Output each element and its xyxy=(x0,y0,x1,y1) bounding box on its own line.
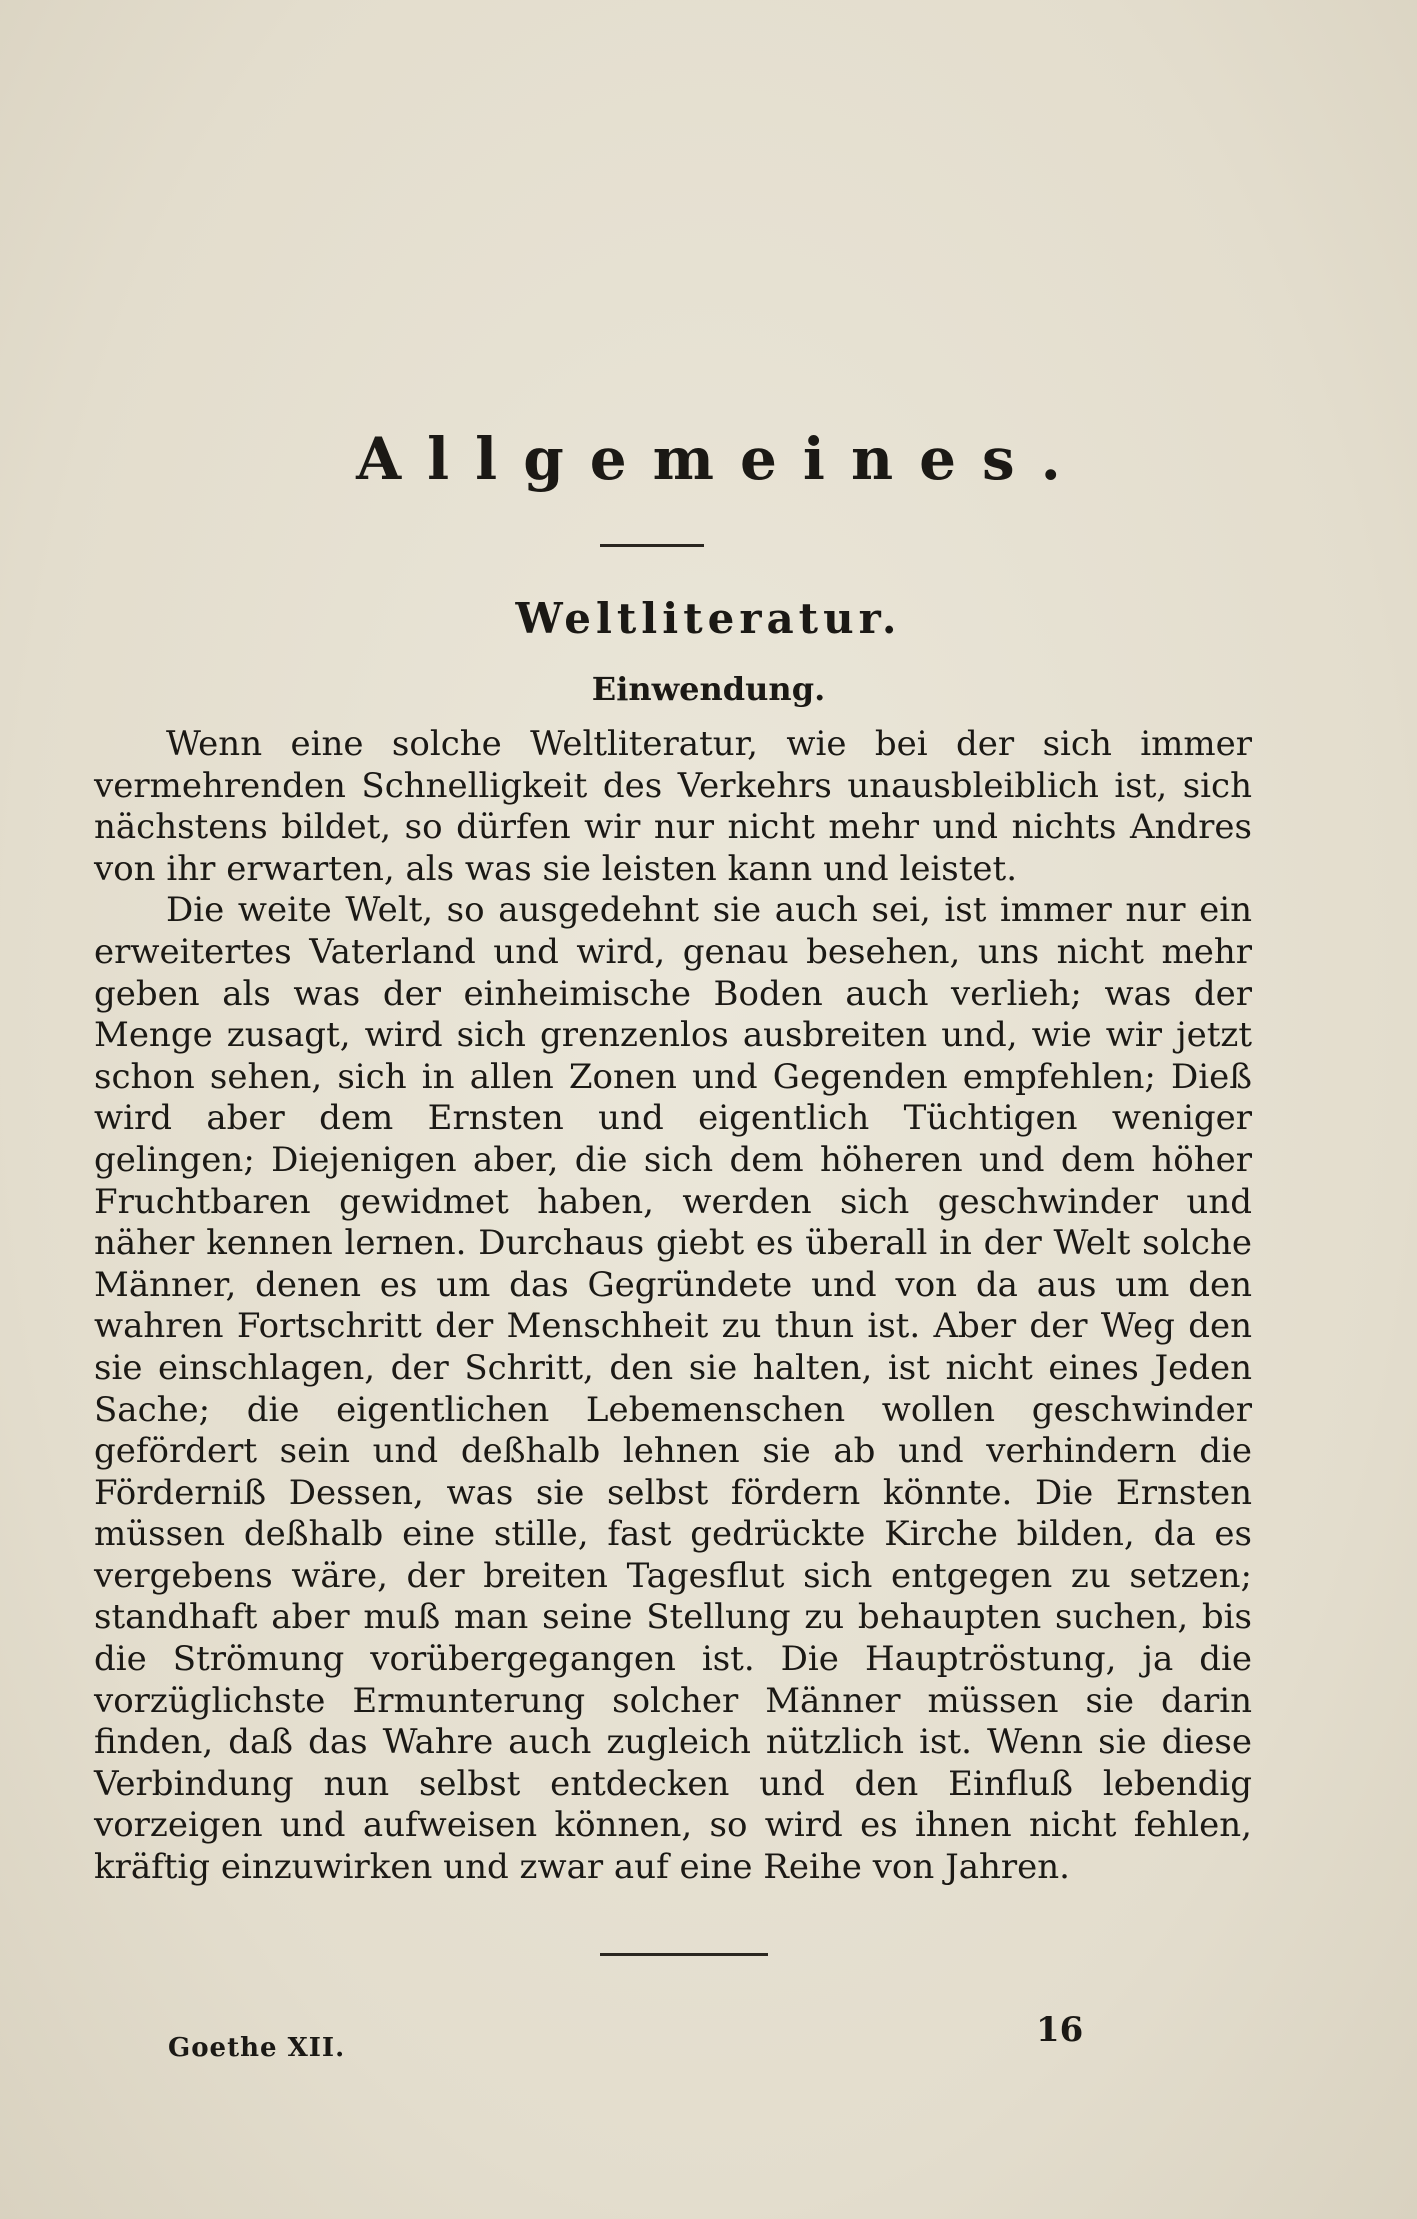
title-divider xyxy=(600,544,704,547)
chapter-title: Allgemeines. xyxy=(356,425,1087,493)
end-divider xyxy=(600,1953,768,1956)
body-text xyxy=(94,724,1252,1889)
paragraph: Wenn eine solche Weltliteratur, wie bei der sich immer vermehrenden Schnelligkeit des Verkehrs unausbleiblich ist, sich nächstens bildet, so dürfen wir nur nicht mehr und nichts Andres von ihr erwarten, als was sie leisten kann und leistet. xyxy=(94,724,1252,889)
subsection-title: Einwendung. xyxy=(591,670,826,708)
section-title: Weltliteratur. xyxy=(515,594,902,643)
page-number: 16 xyxy=(1036,2010,1084,2050)
signature-mark: Goethe XII. xyxy=(168,2033,346,2063)
paragraph: Die weite Welt, so ausgedehnt sie auch sei, ist immer nur ein erweitertes Vaterland und wird, genau besehen, uns nicht mehr geben als was der einheimische Boden auch verlieh; was der Menge zusagt, wird sich grenzenlos ausbreiten und, wie wir jetzt schon sehen, sich in allen Zonen und Gegenden empfehlen; Dieß wird aber dem Ernsten und eigentlich Tüchtigen weniger gelingen; Diejenigen aber, die sich dem höheren und dem höher Fruchtbaren gewidmet haben, werden sich geschwinder und näher kennen lernen. Durchaus giebt es überall in der Welt solche Männer, denen es um das Gegründete und von da aus um den wahren Fortschritt der Menschheit zu thun ist. Aber der Weg den sie einschlagen, der Schritt, den sie halten, ist nicht eines Jeden Sache; die eigentlichen Lebemenschen wollen geschwinder gefördert sein und deßhalb lehnen sie ab und verhindern die Förderniß Dessen, was sie selbst fördern könnte. Die Ernsten müssen deßhalb eine stille, fast gedrückte Kirche bilden, da es vergebens wäre, der breiten Tagesflut sich entgegen zu setzen; standhaft aber muß man seine Stellung zu behaupten suchen, bis die Strömung vorübergegangen ist. Die Hauptröstung, ja die vorzüglichste Ermunterung solcher Männer müssen sie darin finden, daß das Wahre auch zugleich nützlich ist. Wenn sie diese Verbindung nun selbst entdecken und den Einfluß lebendig vorzeigen und aufweisen können, so wird es ihnen nicht fehlen, kräftig einzuwirken und zwar auf eine Reihe von Jahren. xyxy=(94,890,1252,1888)
